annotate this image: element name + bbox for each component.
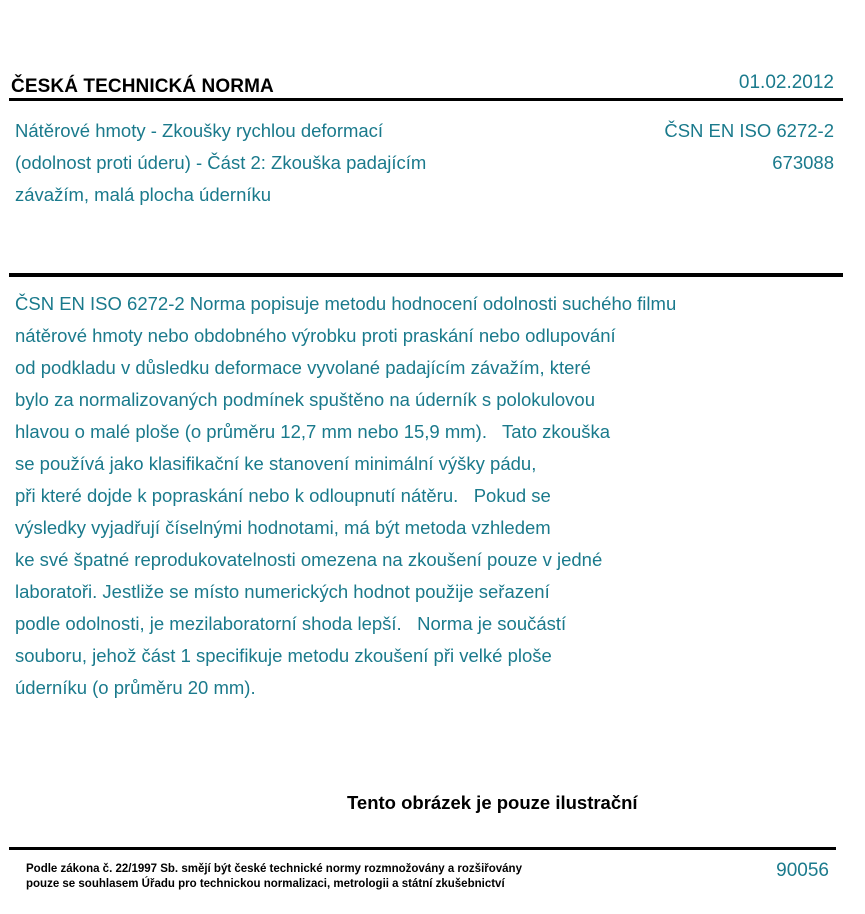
legal-line: pouze se souhlasem Úřadu pro technickou normalizaci, metrologii a státní zkušebnictví	[26, 878, 505, 890]
abstract-line: hlavou o malé ploše (o průměru 12,7 mm nebo 15,9 mm). Tato zkouška	[15, 421, 611, 442]
abstract-line: při které dojde k popraskání nebo k odloupnutí nátěru. Pokud se	[15, 485, 551, 506]
abstract-line: od podkladu v důsledku deformace vyvolané padajícím závažím, které	[15, 357, 591, 378]
abstract-line: se používá jako klasifikační ke stanovení minimální výšky pádu,	[15, 453, 537, 474]
abstract-line: nátěrové hmoty nebo obdobného výrobku proti praskání nebo odlupování	[15, 325, 616, 346]
abstract-line: úderníku (o průměru 20 mm).	[15, 677, 256, 698]
abstract-line: podle odolnosti, je mezilaboratorní shoda lepší. Norma je součástí	[15, 613, 567, 634]
abstract-line: ke své špatné reprodukovatelnosti omezena na zkoušení pouze v jedné	[15, 549, 603, 570]
standard-code: ČSN EN ISO 6272-2	[664, 120, 834, 141]
abstract-line: výsledky vyjadřují číselnými hodnotami, má být metoda vzhledem	[15, 517, 551, 538]
publication-date: 01.02.2012	[738, 72, 834, 93]
abstract-line: bylo za normalizovaných podmínek spuštěno na úderník s polokulovou	[15, 389, 596, 410]
standard-title-line: (odolnost proti úderu) - Část 2: Zkouška padajícím	[15, 152, 427, 173]
legal-notice	[26, 862, 522, 892]
header-divider	[9, 98, 843, 101]
norm-heading: ČESKÁ TECHNICKÁ NORMA	[11, 76, 274, 97]
footer-divider	[9, 847, 836, 850]
abstract-line: souboru, jehož část 1 specifikuje metodu zkoušení při velké ploše	[15, 645, 552, 666]
class-number: 673088	[772, 152, 834, 173]
illustrative-note: Tento obrázek je pouze ilustrační	[347, 792, 638, 813]
abstract-line: ČSN EN ISO 6272-2 Norma popisuje metodu hodnocení odolnosti suchého filmu	[15, 293, 677, 314]
abstract-text	[15, 288, 815, 704]
section-divider	[9, 273, 843, 277]
standard-title	[15, 115, 575, 211]
abstract-line: laboratoři. Jestliže se místo numerických hodnot použije seřazení	[15, 581, 550, 602]
standard-title-line: Nátěrové hmoty - Zkoušky rychlou deformací	[15, 120, 384, 141]
standard-title-line: závažím, malá plocha úderníku	[15, 184, 272, 205]
document-number: 90056	[776, 860, 829, 881]
legal-line: Podle zákona č. 22/1997 Sb. smějí být české technické normy rozmnožovány a rozšiřovány	[26, 863, 522, 875]
standard-identifiers	[664, 115, 834, 179]
